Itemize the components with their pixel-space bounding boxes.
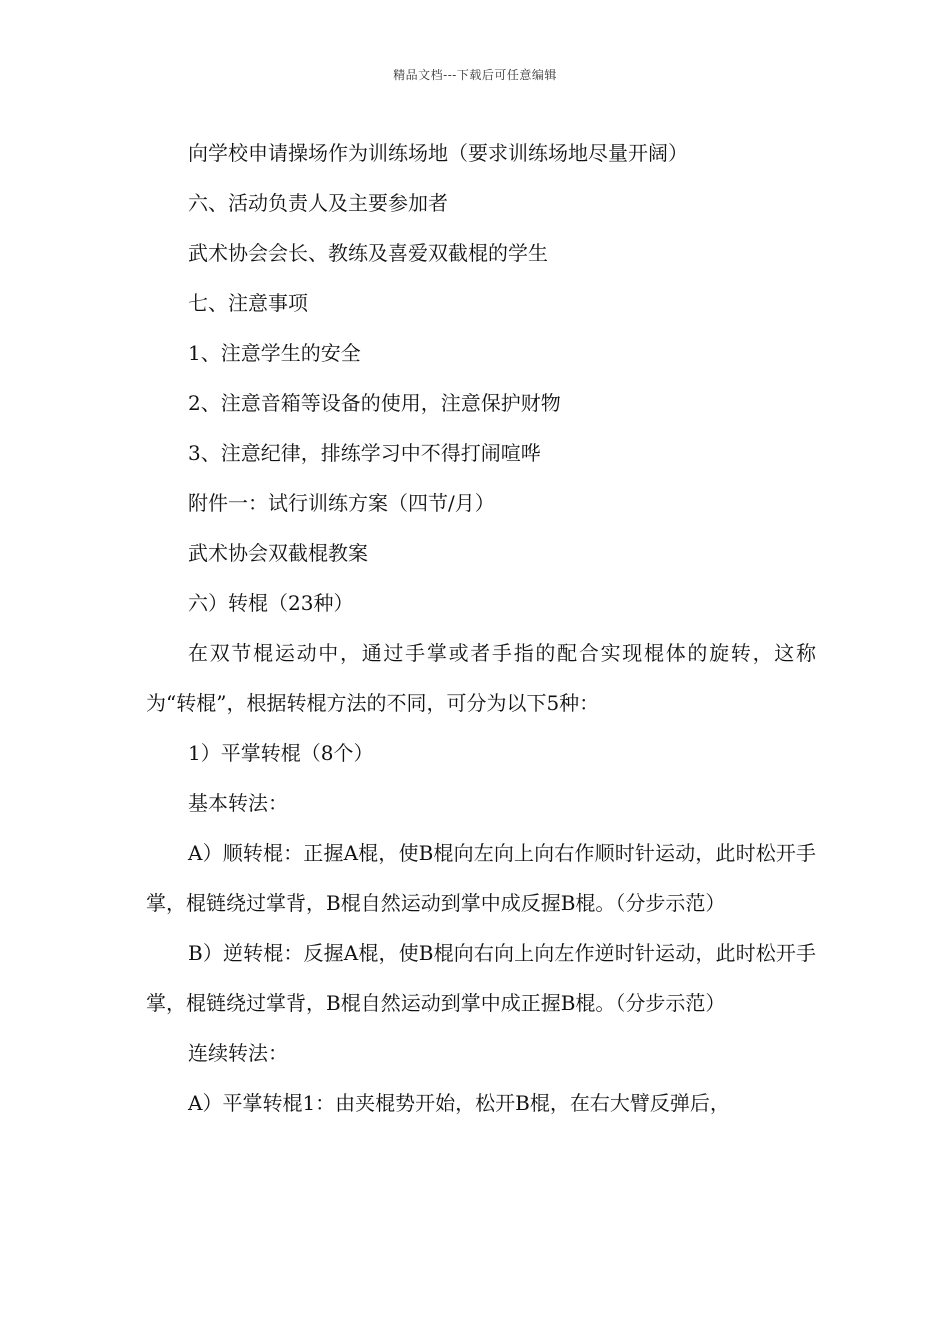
section-heading: 六）转棍（23种）: [188, 591, 354, 615]
document-body: [146, 128, 816, 1128]
paragraph-a: A）顺转棍：正握A棍，使B棍向左向上向右作顺时针运动，此时松开手掌，棍链绕过掌背，B棍自然运动到掌中成反握B棍。（分步示范）: [146, 841, 816, 915]
text-line: 武术协会双截棍教案: [188, 541, 368, 565]
section-heading: 六、活动负责人及主要参加者: [188, 191, 448, 215]
list-item: 2、注意音箱等设备的使用，注意保护财物: [188, 391, 561, 415]
subheading: 连续转法：: [188, 1041, 288, 1065]
page-header: 精品文档---下载后可任意编辑: [393, 68, 557, 82]
paragraph-intro: 在双节棍运动中，通过手掌或者手指的配合实现棍体的旋转，这称为“转棍”，根据转棍方法的不同，可分为以下5种：: [146, 641, 816, 715]
subheading: 基本转法：: [188, 791, 288, 815]
paragraph-b: B）逆转棍：反握A棍，使B棍向右向上向左作逆时针运动，此时松开手掌，棍链绕过掌背，B棍自然运动到掌中成正握B棍。（分步示范）: [146, 941, 816, 1015]
text-line: 附件一：试行训练方案（四节/月）: [188, 491, 495, 515]
text-line: 武术协会会长、教练及喜爱双截棍的学生: [188, 241, 548, 265]
subheading: 1）平掌转棍（8个）: [188, 741, 374, 765]
list-item: 3、注意纪律，排练学习中不得打闹喧哗: [188, 441, 541, 465]
text-line: A）平掌转棍1：由夹棍势开始，松开B棍，在右大臂反弹后，: [188, 1091, 730, 1115]
text-line: 向学校申请操场作为训练场地（要求训练场地尽量开阔）: [188, 141, 688, 165]
list-item: 1、注意学生的安全: [188, 341, 361, 365]
section-heading: 七、注意事项: [188, 291, 308, 315]
